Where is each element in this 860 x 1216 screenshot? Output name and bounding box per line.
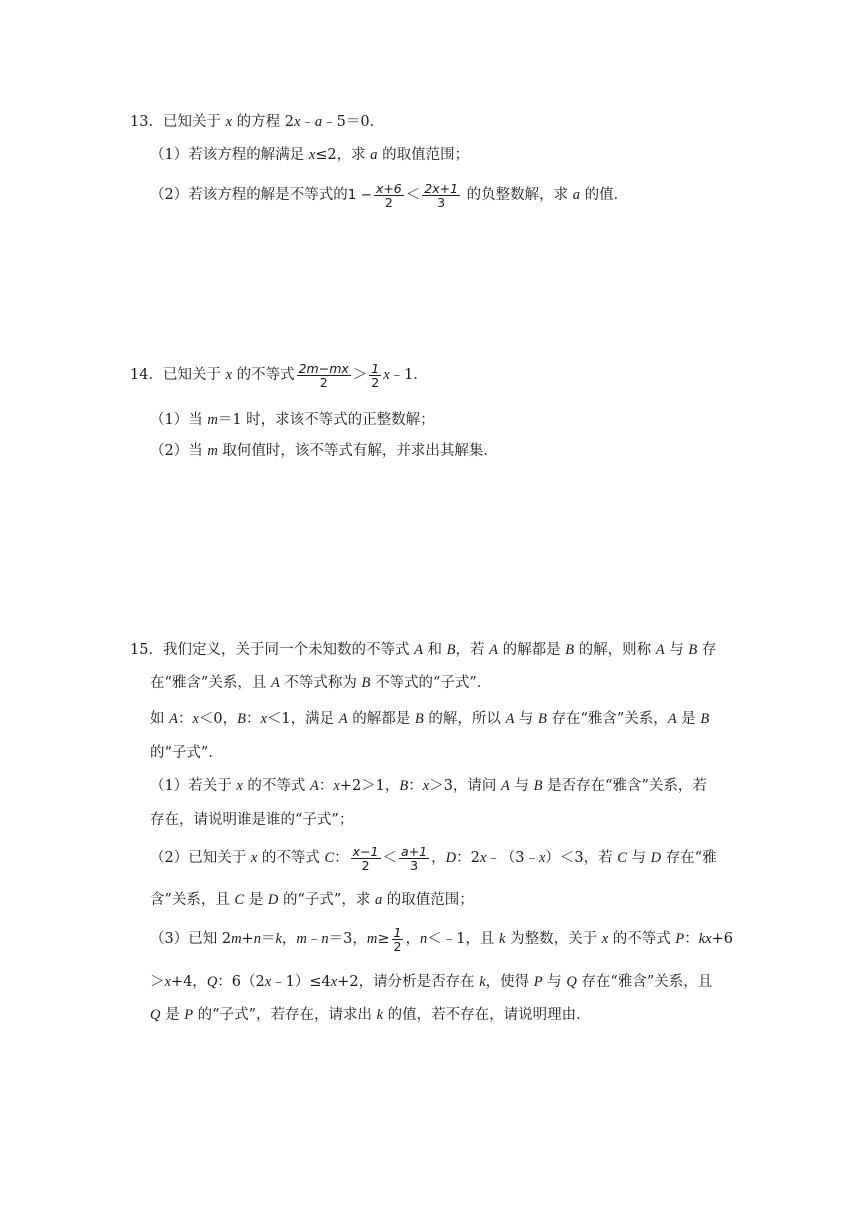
q15-line-5: （1）若关于 x 的不等式 A：x+2＞1，B：x＞3，请问 A 与 B 是否存在“雅含”关系，若 (150, 778, 707, 794)
q15-line-3: 如 A：x＜0，B：x＜1，满足 A 的解都是 B 的解，所以 A 与 B 存在“雅含”关系，A 是 B (150, 711, 710, 727)
q13-fraction-2: $\frac{2x+1}{3}$ (424, 180, 459, 210)
q15-fraction-1: $\frac{x-1}{2}$ (352, 843, 379, 873)
q15-line-7: （2）已知关于 x 的不等式 C： $\frac{x-1}{2}$ ＜ $\frac{a+1}{3}$ ，D：2x﹣（3﹣x）＜3，若 C 与 D 存在“雅 (150, 843, 717, 873)
q13-stem: 13．已知关于 x 的方程 2x﹣a﹣5＝0． (130, 114, 385, 130)
q15-line-9: （3）已知 2m+n＝k，m﹣n＝3，m≥ $\frac{1}{2}$ ，n＜﹣1，且 k 为整数，关于 x 的不等式 P：kx+6 (150, 924, 733, 954)
q13-part1: （1）若该方程的解满足 x≤2，求 a 的取值范围； (150, 147, 470, 163)
q13-fraction-1: $\frac{x+6}{2}$ (375, 180, 402, 210)
q14-half: $\frac{1}{2}$ (371, 360, 380, 390)
q14-part1: （1）当 m＝1 时，求该不等式的正整数解； (150, 412, 435, 428)
q14-part2: （2）当 m 取何值时，该不等式有解，并求出其解集． (150, 443, 498, 459)
q15-line-1: 15．我们定义，关于同一个未知数的不等式 A 和 B，若 A 的解都是 B 的解，则称 A 与 B 存 (130, 642, 717, 658)
q15-line-10: ＞x+4，Q：6（2x﹣1）≤4x+2，请分析是否存在 k，使得 P 与 Q 存在“雅含”关系，且 (150, 974, 713, 990)
q15-line-8: 含”关系，且 C 是 D 的“子式”，求 a 的取值范围； (150, 892, 474, 908)
q15-line-2: 在“雅含”关系，且 A 不等式称为 B 不等式的“子式”． (150, 675, 492, 691)
q15-line-6: 存在，请说明谁是谁的“子式”； (150, 812, 354, 828)
q15-line-11: Q 是 P 的“子式”，若存在，请求出 k 的值，若不存在，请说明理由． (150, 1007, 591, 1023)
q15-half: $\frac{1}{2}$ (393, 924, 402, 954)
q14-fraction: $\frac{2m-mx}{2}$ (298, 360, 349, 390)
q15-fraction-2: $\frac{a+1}{3}$ (401, 843, 428, 873)
q14-stem: 14．已知关于 x 的不等式 $\frac{2m-mx}{2}$ ＞ $\frac{1}{2}$ x﹣1． (130, 360, 428, 390)
q13-part2: （2）若该方程的解是不等式的1 − $\frac{x+6}{2}$ ＜ $\frac{2x+1}{3}$ 的负整数解，求 a 的值． (150, 180, 629, 210)
q15-line-4: 的“子式”． (150, 745, 223, 761)
